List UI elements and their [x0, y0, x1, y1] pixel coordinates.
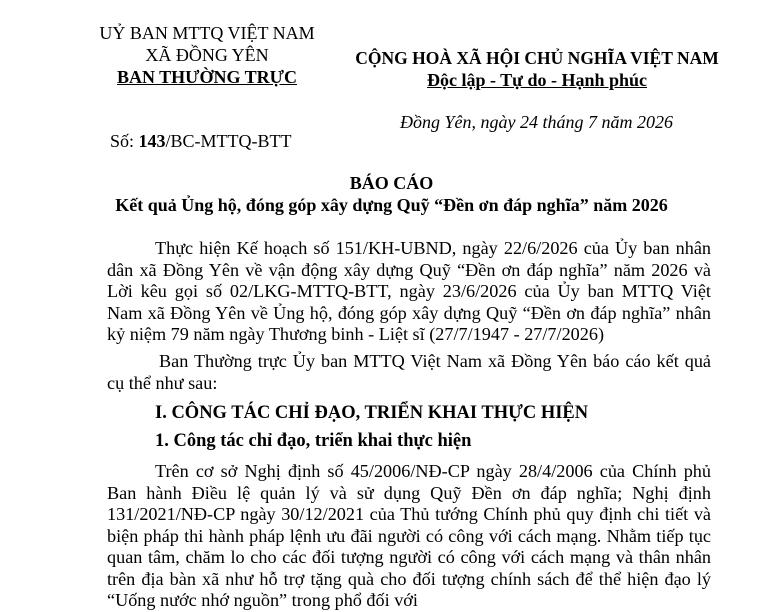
- national-title: CỘNG HOÀ XÃ HỘI CHỦ NGHĨA VIỆT NAM: [355, 48, 719, 68]
- subsection-heading-1: 1. Công tác chỉ đạo, triển khai thực hiện: [155, 431, 472, 451]
- doc-type-title: BÁO CÁO: [349, 173, 434, 193]
- document-number-suffix: /BC-MTTQ-BTT: [165, 131, 292, 151]
- intro-paragraph-2: Ban Thường trực Ủy ban MTTQ Việt Nam xã Đồng Yên báo cáo kết quả cụ thể như sau:: [107, 351, 711, 393]
- body-paragraph-3: Trên cơ sở Nghị định số 45/2006/NĐ-CP ngày 28/4/2006 của Chính phủ Ban hành Điều lệ quản lý và sử dụng Quỹ Đền ơn đáp nghĩa; Nghị định 131/2021/NĐ-CP ngày 30/12/2021 của Thủ tướng Chính phủ quy định chi tiết và biện pháp thi hành pháp lệnh ưu đãi người có công với cách mạng. Nhằm tiếp tục quan tâm, chăm lo cho các đối tượng người có công với cách mạng và thân nhân trên địa bàn xã như hỗ trợ tặng quà cho đối tượng chính sách để thể hiện đạo lý “Uống nước nhớ nguồn” trong phổ đối với: [107, 461, 711, 610]
- doc-subject: Kết quả Ủng hộ, đóng góp xây dựng Quỹ “Đền ơn đáp nghĩa” năm 2026: [115, 195, 668, 215]
- issuing-org-block: [82, 22, 332, 88]
- org-name-line2: XÃ ĐỒNG YÊN: [145, 45, 269, 65]
- section-heading-1: I. CÔNG TÁC CHỈ ĐẠO, TRIỂN KHAI THỰC HIỆN: [155, 403, 589, 423]
- org-name-line3: BAN THƯỜNG TRỰC: [116, 67, 298, 87]
- document-number-prefix: Số:: [110, 131, 139, 151]
- issue-date: Đồng Yên, ngày 24 tháng 7 năm 2026: [400, 112, 673, 132]
- document-number: [110, 130, 292, 152]
- national-motto: Độc lập - Tự do - Hạnh phúc: [426, 70, 648, 90]
- intro-paragraph-1: Thực hiện Kế hoạch số 151/KH-UBND, ngày 22/6/2026 của Ủy ban nhân dân xã Đồng Yên về vận động xây dựng Quỹ “Đền ơn đáp nghĩa” năm 2026 và Lời kêu gọi số 02/LKG-MTTQ-BTT, ngày 23/6/2026 của Ủy ban MTTQ Việt Nam xã Đồng Yên về Ủng hộ, đóng góp xây dựng Quỹ “Đền ơn đáp nghĩa” nhân kỷ niệm 79 năm ngày Thương binh - Liệt sĩ (27/7/1947 - 27/7/2026): [107, 238, 711, 344]
- document-number-value: 143: [138, 131, 166, 151]
- org-name-line1: UỶ BAN MTTQ VIỆT NAM: [99, 23, 315, 43]
